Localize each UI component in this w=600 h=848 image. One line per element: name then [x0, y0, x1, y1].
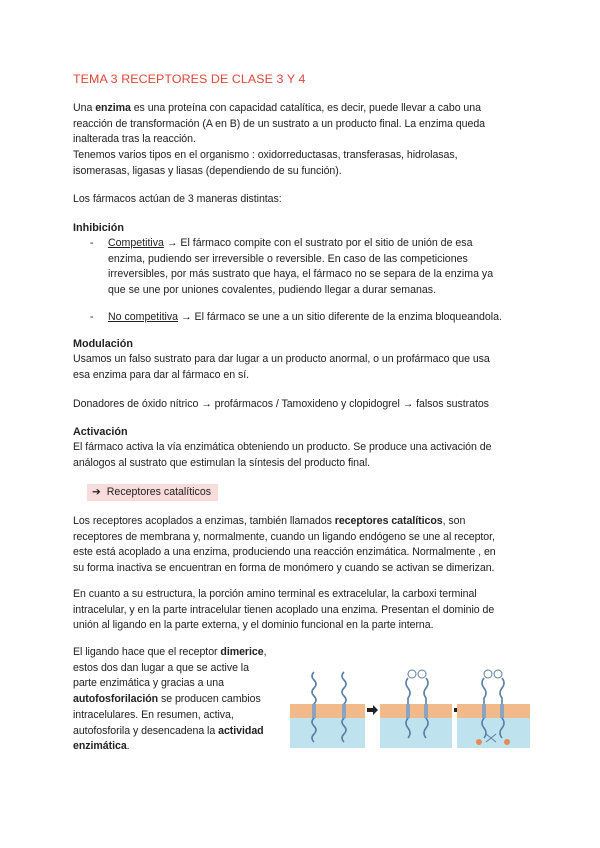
p3-bold: actividad: [218, 724, 264, 737]
panel-inactive-monomers: [290, 668, 365, 748]
heading-modulacion: Modulación: [73, 338, 133, 350]
phosphate-icon: [476, 739, 482, 745]
intro-line: reacción de transformación (A en B) de un sustrato a un producto final. La enzima queda: [73, 117, 485, 130]
ways-line: Los fármacos actúan de 3 maneras distintas:: [73, 193, 282, 205]
p2-line: unión al ligando en la parte externa, y el dominio funcional en la parte interna.: [73, 619, 434, 632]
panel-autophosphorylation: [457, 660, 530, 748]
p2-line: intracelular, y en la parte intracelular tienen acoplado una enzima. Presentan el dominio de: [73, 603, 495, 616]
competitiva-line: irreversibles, por más sustrato que haya, el fármaco no se separa de la enzima ya: [108, 268, 494, 281]
competitiva-label: Competitiva: [108, 237, 164, 249]
no-competitiva-item: [108, 310, 528, 326]
modulacion-line: Usamos un falso sustrato para dar lugar a un producto anormal, o un profármaco que usa: [73, 353, 490, 365]
competitiva-item: [108, 236, 528, 299]
competitiva-line: que se une por uniones covalentes, pudiendo llegar a durar semanas.: [108, 284, 437, 297]
p3-line: intracelulares. En resumen, activa,: [73, 708, 234, 721]
intro-line: isomerasas, ligasas y liasas (dependiendo de su función).: [73, 164, 342, 177]
p3-line: parte enzimática y gracias a una: [73, 677, 224, 690]
phosphate-icon: [504, 739, 510, 745]
intro-paragraph: [73, 101, 528, 180]
bullet-dash: -: [90, 237, 94, 249]
section-heading-receptores-cataliticos: [92, 485, 211, 500]
competitiva-line: enzima, pudiendo ser irreversible o reversible. En caso de las competiciones: [108, 252, 468, 265]
p3-text: ,: [263, 646, 267, 658]
modulacion-examples: Donadores de óxido nítrico → profármacos / Tamoxideno y clopidogrel → falsos sustratos: [73, 398, 489, 410]
p3-text: se producen cambios: [158, 693, 261, 706]
intro-line: Tenemos varios tipos en el organismo : oxidorreductasas, transferasas, hidrolasas,: [73, 149, 458, 162]
p1-text: Los receptores acoplados a enzimas, también llamados: [73, 515, 335, 527]
intro-text: es una proteína con capacidad catalítica, es decir, puede llevar a cabo una: [130, 102, 481, 114]
no-competitiva-text: → El fármaco se une a un sitio diferente de la enzima bloqueandola.: [178, 311, 502, 323]
heading-inhibicion: Inhibición: [73, 222, 124, 234]
receptores-paragraph-1: [73, 514, 528, 577]
p1-bold: receptores catalíticos: [334, 515, 443, 527]
intro-line: inalterada tras la reacción.: [73, 133, 196, 146]
intro-text: Una: [73, 102, 96, 114]
p2-line: En cuanto a su estructura, la porción amino terminal es extracelular, la carboxi terminal: [73, 588, 477, 600]
activacion-line: El fármaco activa la vía enzimática obteniendo un producto. Se produce una activación de: [73, 441, 492, 453]
arrow-icon: [367, 705, 378, 715]
section-label: Receptores catalíticos: [106, 486, 212, 498]
p1-line: su forma inactiva se encuentran en forma de monómero y cuando se activan se dimerizan.: [73, 562, 495, 575]
no-competitiva-label: No competitiva: [108, 311, 179, 323]
competitiva-text: → El fármaco compite con el sustrato por el sitio de unión de esa: [163, 237, 473, 249]
modulacion-paragraph: [73, 352, 528, 383]
p3-line: estos dos dan lugar a que se active la: [73, 661, 249, 674]
p3-text: autofosforila y desencadena la: [73, 724, 219, 737]
modulacion-line: esa enzima para dar al fármaco en sí.: [73, 368, 249, 381]
p3-bold: autofosforilación: [73, 693, 159, 706]
page-title: TEMA 3 RECEPTORES DE CLASE 3 Y 4: [73, 72, 306, 86]
p1-line: receptores de membrana y, normalmente, cuando un ligando endógeno se une al receptor,: [73, 530, 495, 543]
p3-text: .: [126, 740, 130, 753]
arrow-icon: ➔: [92, 486, 101, 498]
p3-text: El ligando hace que el receptor: [73, 646, 221, 658]
heading-activacion: Activación: [73, 426, 128, 438]
p1-text: , son: [442, 515, 466, 527]
activacion-paragraph: [73, 440, 528, 471]
panel-ligand-binding: [380, 660, 452, 748]
p3-bold: dimerice: [220, 646, 264, 658]
p3-bold: enzimática: [73, 740, 127, 753]
activacion-line: análogos al sustrato que estimulan la síntesis del producto final.: [73, 456, 371, 469]
p1-line: este está acoplado a una enzima, produciendo una reacción enzimática. Normalmente , en: [73, 546, 496, 559]
bullet-dash: -: [90, 311, 94, 323]
receptores-paragraph-2: [73, 587, 528, 634]
intro-bold-enzima: enzima: [95, 102, 131, 114]
receptores-paragraph-3: [73, 645, 288, 755]
receptor-dimerization-figure: [290, 658, 530, 750]
